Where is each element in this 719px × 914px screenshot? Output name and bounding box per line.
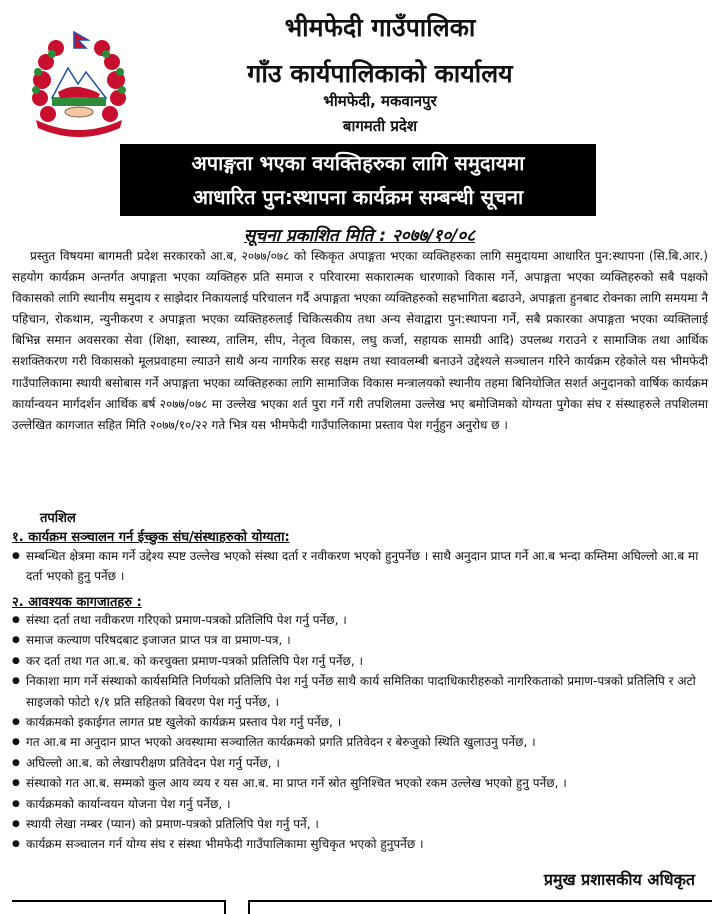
list-item: ● कार्यक्रमको इकाईगत लागत प्रष्ट खुलेको कार्यक्रम प्रस्ताव पेश गर्नु पर्नेछ, । [12, 712, 708, 732]
municipality-name: भीमफेदी गाउँपालिका [284, 13, 476, 42]
notice-body-paragraph: प्रस्तुत विषयमा बागमती प्रदेश सरकारको आ.ब, २०७७/०७८ को स्किकृत अपाङ्गता भएका व्यक्तिहरुका लागि समुदायमा आधारित पुन:स्थापना (सि.बि.आर.) सहयोग कार्यक्रम अन्तर्गत अपाङ्गता भएका व्यक्तिहरु प्रति समाज र परिवारमा सकारात्मक धारणाको विकास गर्ने, अपाङ्गता भएका व्यक्तिहरुको सबै पक्षको विकासको लागि स्थानीय समुदाय र साझेदार निकायलाई परिचालन गर्दै अपाङ्गता भएका व्यक्तिहरुको सहभागिता बढाउने, अपाङ्गता हुनबाट रोक्नका लागि समयमा नै पहिचान, रोकथाम, न्युनीकरण र अपाङ्गता भएका व्यक्तिहरुलाई चिकित्सकीय तथा अन्य सेवाद्वारा पुन:स्थापना गर्ने, सबै प्रकारका अपाङ्गता भएका व्यक्तिलाई बिभिन्न समान अवसरका सेवा (शिक्षा, स्वास्थ्य, तालिम, सीप, नेतृत्व विकास, लघु कर्जा, सहायक सामग्री आदि) उपलब्ध गराउने र सामाजिक तथा आर्थिक सशक्तिकरण गरी विकासको मूलप्रवाहमा ल्याउने साथै अन्य नागरिक सरह सक्षम तथा स्वावलम्बी बनाउने उद्देश्यले सञ्चालन गरिने कार्यक्रम रहेकोले यस भीमफेदी गाउँपालिकामा स्थायी बसोबास गर्ने अपाङ्गता भएका व्यक्तिहरुका लागि सामाजिक विकास मन्त्रालयको स्थानीय तहमा बिनियोजित सशर्त अनुदानको वार्षिक कार्यक्रम कार्यान्वयन मार्गदर्शन आर्थिक बर्ष २०७७/०७८ मा उल्लेख भएका शर्त पुरा गर्ने गरी तपशिलमा उल्लेख भए बमोजिमको योग्यता पुगेका संघ र संस्थाहरुले तपशिलमा उल्लेखित कागजात सहित मिति २०७७/१०/२२ गते भित्र यस भीमफेदी गाउँपालिकामा प्रस्ताव पेश गर्नुहुन अनुरोध छ । [12, 249, 708, 432]
eligibility-list [12, 546, 708, 586]
list-item: ● गत आ.ब मा अनुदान प्राप्त भएको अवस्थामा सञ्चालित कार्यक्रमको प्रगति प्रतिवेदन र बेरुजुको स्थिति खुलाउनु पर्नेछ, । [12, 732, 708, 752]
list-item: ● कार्यक्रमको कार्यान्वयन योजना पेश गर्नु पर्नेछ, । [12, 794, 708, 814]
list-item: ● सम्बन्धित क्षेत्रमा काम गर्ने उद्देश्य स्पष्ट उल्लेख भएको संस्था दर्ता र नवीकरण भएको हुनुपर्नेछ । साथै अनुदान प्राप्त गर्ने आ.ब भन्दा कम्तिमा अघिल्लो आ.ब मा दर्ता भएको हुनु पर्नेछ । [12, 546, 708, 586]
section-eligibility-heading-text: १. कार्यक्रम सञ्चालन गर्न ईच्छुक संघ/संस्थाहरुको योग्यता: [12, 530, 290, 545]
documents-list [12, 610, 708, 855]
notice-title-line2: आधारित पुन:स्थापना कार्यक्रम सम्बन्धी सूचना [192, 185, 524, 209]
list-item: ● संस्था दर्ता तथा नवीकरण गरिएको प्रमाण-पत्रको प्रतिलिपि पेश गर्नु पर्नेछ, । [12, 610, 708, 630]
list-item: ● समाज कल्याण परिषदबाट इजाजत प्राप्त पत्र वा प्रमाण-पत्र, । [12, 630, 708, 650]
notice-title-line1: अपाङ्गता भएका वयक्तिहरुका लागि समुदायमा [191, 151, 525, 175]
footer-divider-left [12, 900, 226, 914]
footer-divider-right [248, 900, 712, 914]
list-item: ● संस्थाको गत आ.ब. सम्मको कुल आय व्यय र यस आ.ब. मा प्राप्त गर्ने स्रोत सुनिश्चित भएको रकम उल्लेख भएको हुनु पर्नेछ, । [12, 773, 708, 793]
section-eligibility-heading [12, 527, 290, 545]
province-name: बागमती प्रदेश [342, 117, 418, 135]
list-item: ● स्थायी लेखा नम्बर (प्यान) को प्रमाण-पत्रको प्रतिलिपि पेश गर्नु पर्ने, । [12, 814, 708, 834]
list-item: ● कार्यक्रम सञ्चालन गर्न योग्य संघ र संस्था भीमफेदी गाउँपालिकामा सुचिकृत भएको हुनुपर्नेछ । [12, 834, 708, 854]
government-emblem-icon [22, 28, 136, 142]
office-address: भीमफेदी, मकवानपुर [323, 92, 437, 110]
list-item: ● निकाशा माग गर्ने संस्थाको कार्यसमिति निर्णयको प्रतिलिपि पेश गर्नु पर्नेछ साथै कार्य समितिका पादाधिकारीहरुको नागरिकताको प्रमाण-पत्रको प्रतिलिपि र अटो साइजको फोटो १/१ प्रति सहितको बिवरण पेश गर्नु पर्नेछ, । [12, 671, 708, 712]
section-documents-heading [12, 592, 142, 610]
publication-date-text: सूचना प्रकाशित मिति : २०७७/१०/०८ [243, 226, 476, 246]
publication-date [0, 223, 719, 246]
list-item: ● अघिल्लो आ.ब. को लेखापरीक्षण प्रतिवेदन पेश गर्नु पर्नेछ, । [12, 753, 708, 773]
section-documents-heading-text: २. आवश्यक कागजातहरु : [12, 595, 142, 610]
signatory-title: प्रमुख प्रशासकीय अधिकृत [543, 870, 695, 889]
notice-title-banner [120, 144, 596, 216]
details-heading: तपशिल [40, 511, 76, 526]
list-item: ● कर दर्ता तथा गत आ.ब. को करचुक्ता प्रमाण-पत्रको प्रतिलिपि पेश गर्नु पर्नेछ, । [12, 651, 708, 671]
office-name: गाँउ कार्यपालिकाको कार्यालय [247, 59, 513, 88]
